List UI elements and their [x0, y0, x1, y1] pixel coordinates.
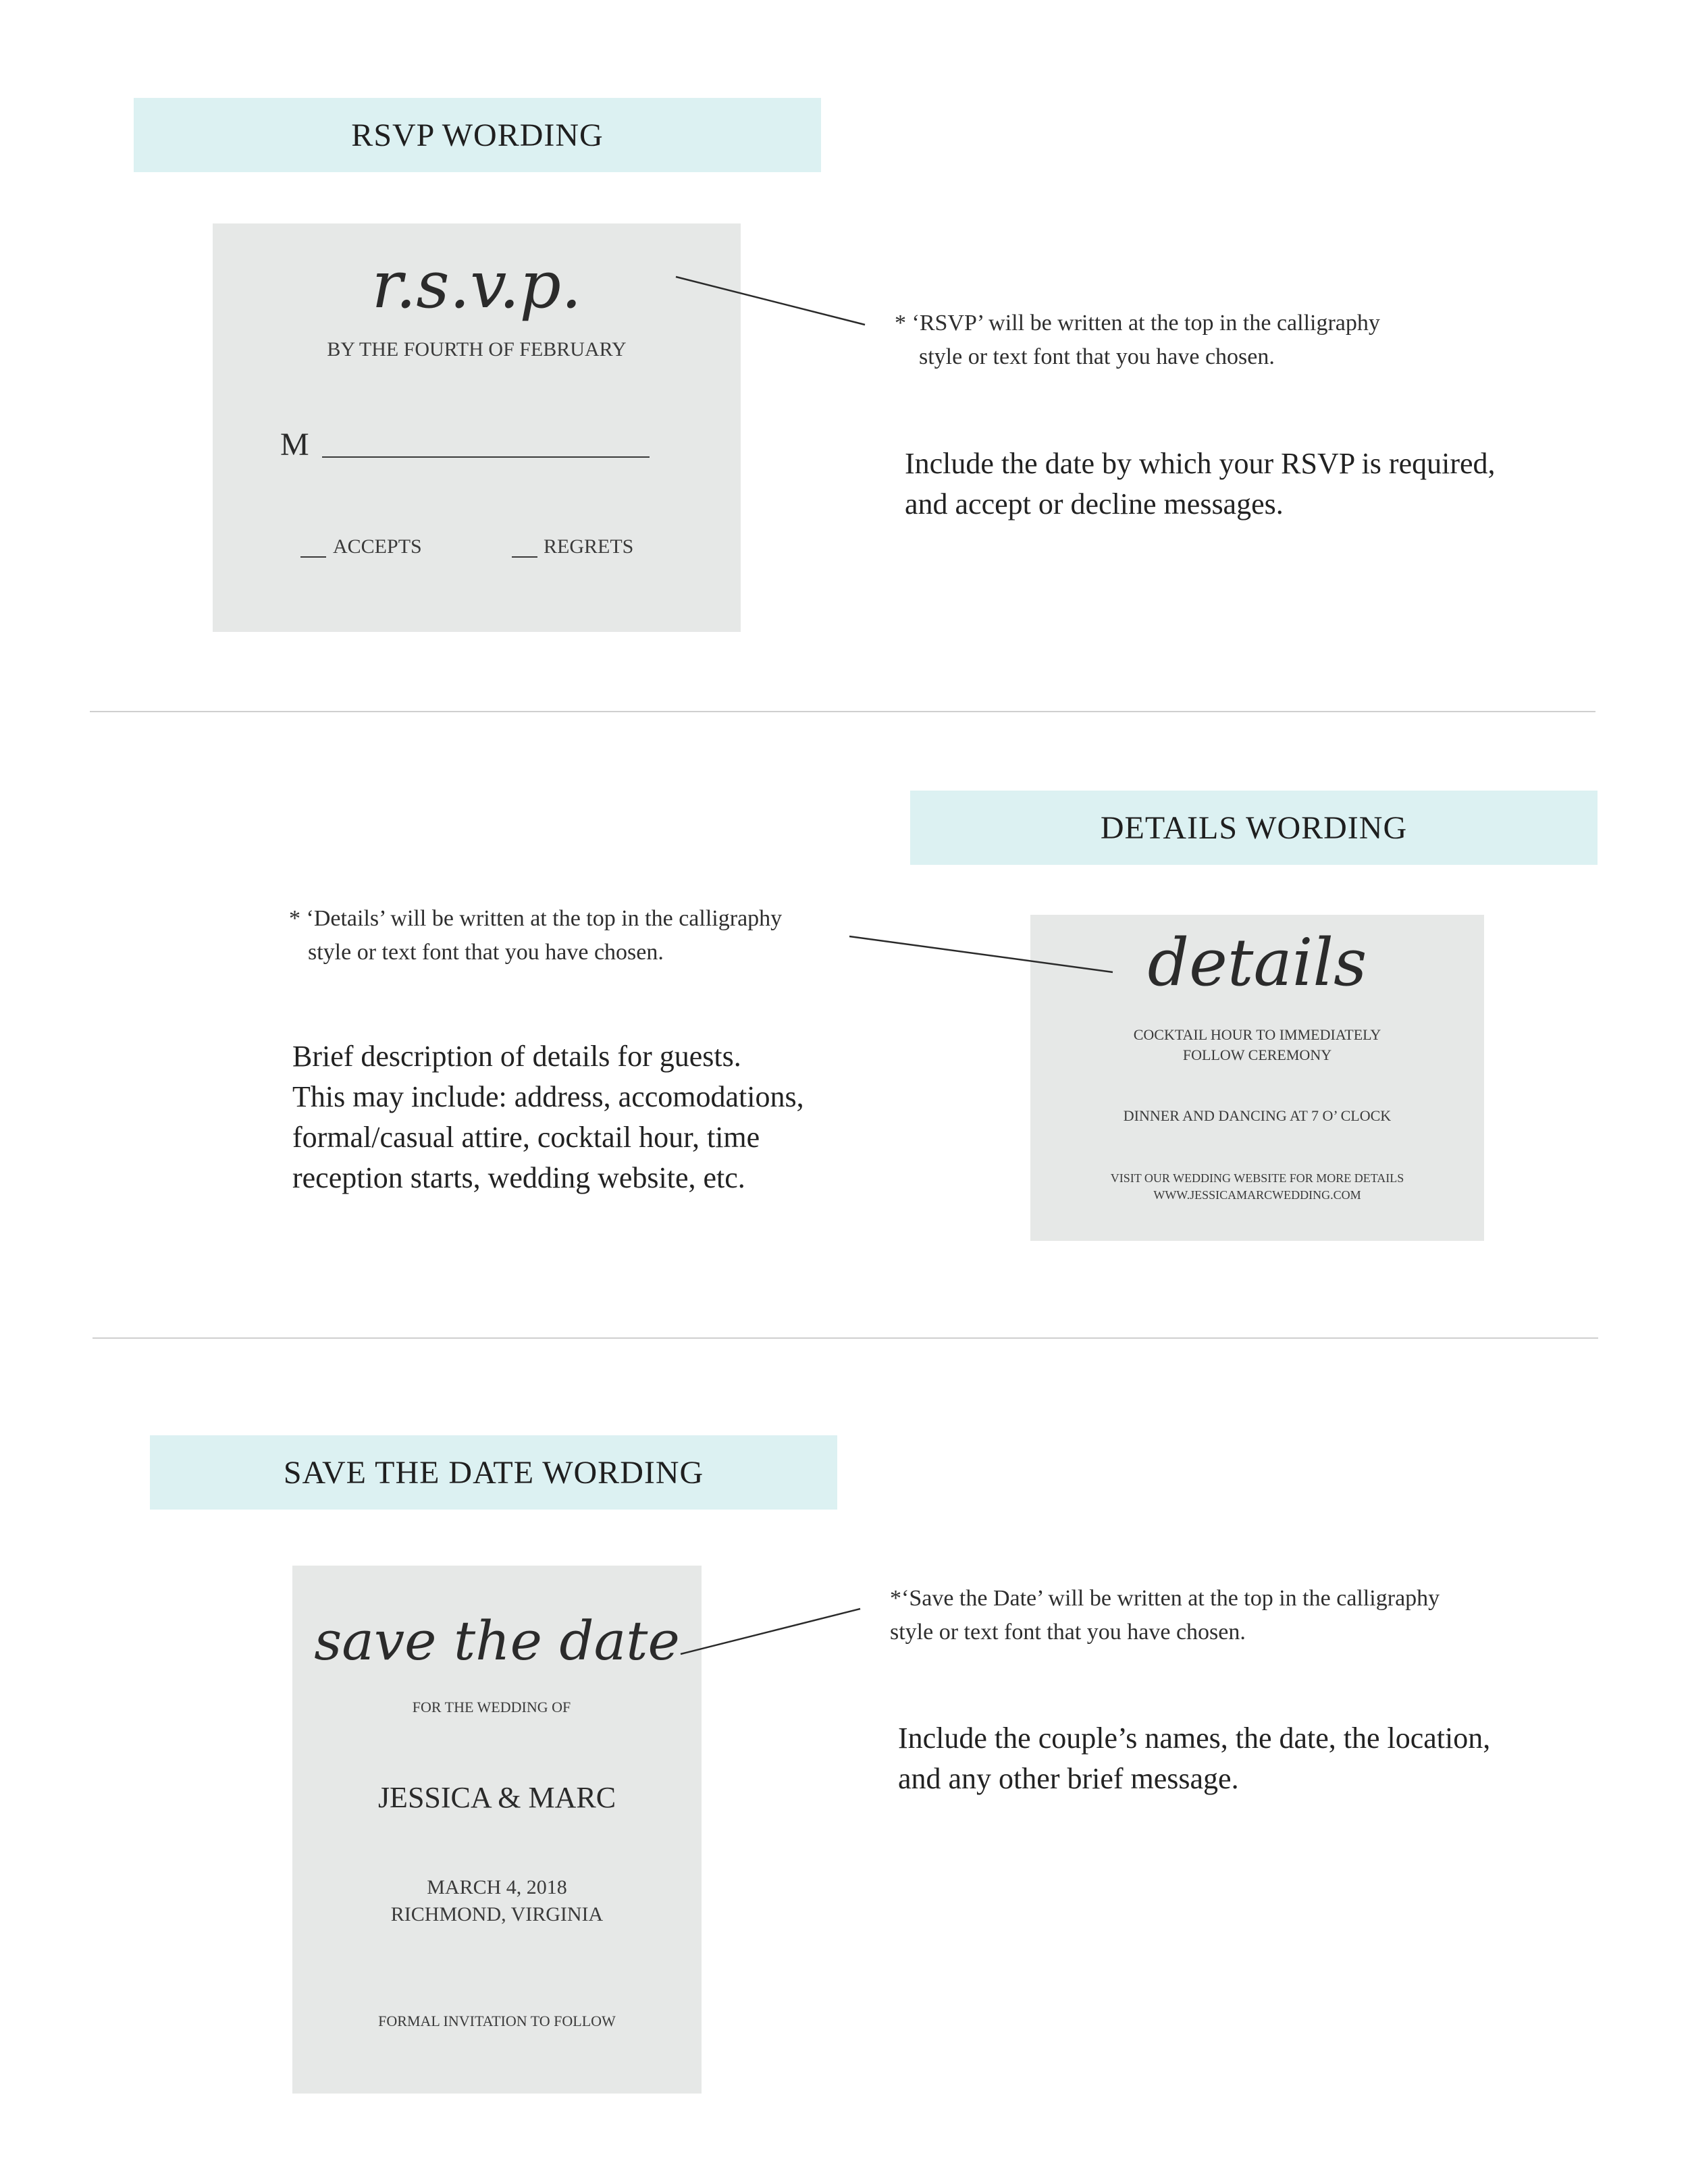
save-the-date-connector-line [681, 1609, 860, 1654]
details-description-line1: Brief description of details for guests. [292, 1040, 741, 1073]
rsvp-card-script-title: r.s.v.p. [371, 247, 582, 323]
details-card-website-line1: VISIT OUR WEDDING WEBSITE FOR MORE DETAILS [1110, 1171, 1404, 1185]
save-the-date-heading: SAVE THE DATE WORDING [283, 1454, 704, 1491]
details-card-script-title: details [1147, 925, 1367, 1001]
save-the-date-card-location: RICHMOND, VIRGINIA [390, 1903, 604, 1925]
save-the-date-card-date: MARCH 4, 2018 [427, 1876, 567, 1898]
rsvp-description-line1: Include the date by which your RSVP is required, [905, 447, 1496, 480]
rsvp-card-deadline: BY THE FOURTH OF FEBRUARY [327, 338, 627, 361]
rsvp-description-line2: and accept or decline messages. [905, 487, 1284, 521]
save-the-date-card-intro: FOR THE WEDDING OF [412, 1699, 571, 1715]
rsvp-note-line2: style or text font that you have chosen. [919, 344, 1275, 369]
details-connector-line [849, 936, 1113, 972]
details-card-cocktail-line1: COCKTAIL HOUR TO IMMEDIATELY [1133, 1026, 1381, 1043]
details-note-line2: style or text font that you have chosen. [308, 940, 664, 965]
rsvp-card-regrets: REGRETS [544, 535, 634, 558]
details-description-line4: reception starts, wedding website, etc. [292, 1161, 745, 1194]
details-card-website-line2: WWW.JESSICAMARCWEDDING.COM [1153, 1188, 1361, 1202]
details-heading: DETAILS WORDING [1100, 809, 1408, 846]
save-the-date-card-names: JESSICA & MARC [377, 1781, 616, 1814]
save-the-date-note-line1: *‘Save the Date’ will be written at the top in the calligraphy [890, 1586, 1440, 1611]
details-description-line3: formal/casual attire, cocktail hour, time [292, 1121, 760, 1154]
rsvp-note-line1: * ‘RSVP’ will be written at the top in the calligraphy [895, 311, 1380, 336]
rsvp-connector-line [676, 277, 865, 325]
save-the-date-note-line2: style or text font that you have chosen. [890, 1620, 1246, 1645]
details-description-line2: This may include: address, accomodations, [292, 1080, 804, 1113]
save-the-date-description-line2: and any other brief message. [898, 1762, 1239, 1795]
save-the-date-card-script-title: save the date [314, 1609, 680, 1672]
rsvp-heading: RSVP WORDING [351, 117, 604, 153]
save-the-date-card-footer: FORMAL INVITATION TO FOLLOW [378, 2013, 616, 2029]
rsvp-card-name-prefix: M [280, 427, 309, 462]
details-card-cocktail-line2: FOLLOW CEREMONY [1182, 1046, 1332, 1063]
rsvp-card-accepts: ACCEPTS [333, 535, 422, 558]
details-card-dinner: DINNER AND DANCING AT 7 O’ CLOCK [1123, 1107, 1392, 1124]
save-the-date-description-line1: Include the couple’s names, the date, the location, [898, 1722, 1491, 1755]
details-note-line1: * ‘Details’ will be written at the top in the calligraphy [289, 906, 783, 931]
